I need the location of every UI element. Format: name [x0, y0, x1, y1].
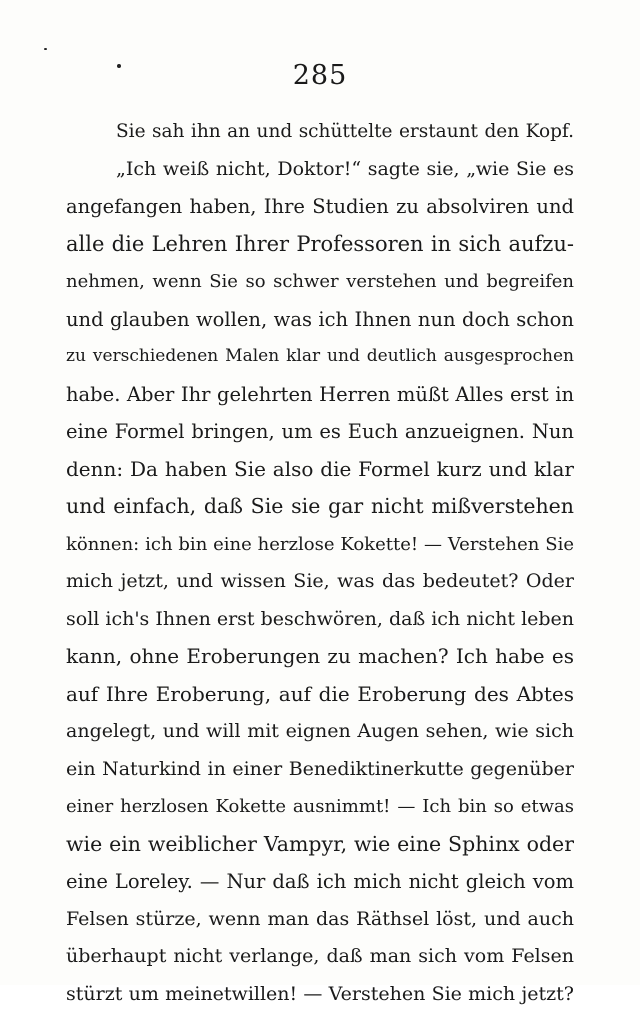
text-line: eine Loreley. — Nur daß ich mich nicht gleich vom: [66, 863, 574, 901]
text-line: „Ich weiß nicht, Doktor!“ sagte sie, „wie Sie es: [66, 151, 574, 189]
text-line: nehmen, wenn Sie so schwer verstehen und begreifen: [66, 263, 574, 301]
text-line: zu verschiedenen Malen klar und deutlich ausgesprochen: [66, 338, 574, 376]
text-line: einer herzlosen Kokette ausnimmt! — Ich bin so etwas: [66, 788, 574, 826]
text-line: alle die Lehren Ihrer Professoren in sich aufzu-: [66, 226, 574, 264]
text-line: auf Ihre Eroberung, auf die Eroberung des Abtes: [66, 676, 574, 714]
text-line: und einfach, daß Sie sie gar nicht mißverstehen: [66, 488, 574, 526]
text-line: ein Naturkind in einer Benediktinerkutte gegenüber: [66, 751, 574, 789]
text-line: wie ein weiblicher Vampyr, wie eine Sphinx oder: [66, 826, 574, 864]
page-number: 285: [0, 60, 640, 91]
text-line: eine Formel bringen, um es Euch anzueignen. Nun: [66, 413, 574, 451]
body-text: [66, 113, 574, 1013]
text-line: können: ich bin eine herzlose Kokette! — Verstehen Sie: [66, 526, 574, 564]
text-line: habe. Aber Ihr gelehrten Herren müßt Alles erst in: [66, 376, 574, 414]
text-line: stürzt um meinetwillen! — Verstehen Sie mich jetzt?: [66, 976, 574, 1013]
text-line: überhaupt nicht verlange, daß man sich vom Felsen: [66, 938, 574, 976]
text-line: angefangen haben, Ihre Studien zu absolviren und: [66, 188, 574, 226]
text-line: mich jetzt, und wissen Sie, was das bedeutet? Oder: [66, 563, 574, 601]
text-line: und glauben wollen, was ich Ihnen nun doch schon: [66, 301, 574, 339]
text-line: angelegt, und will mit eignen Augen sehen, wie sich: [66, 713, 574, 751]
text-line: kann, ohne Eroberungen zu machen? Ich habe es: [66, 638, 574, 676]
text-line: soll ich's Ihnen erst beschwören, daß ich nicht leben: [66, 601, 574, 639]
ink-speck: [44, 48, 47, 50]
text-line: denn: Da haben Sie also die Formel kurz und klar: [66, 451, 574, 489]
text-line: Felsen stürze, wenn man das Räthsel löst, und auch: [66, 901, 574, 939]
text-line: Sie sah ihn an und schüttelte erstaunt den Kopf.: [66, 113, 574, 151]
